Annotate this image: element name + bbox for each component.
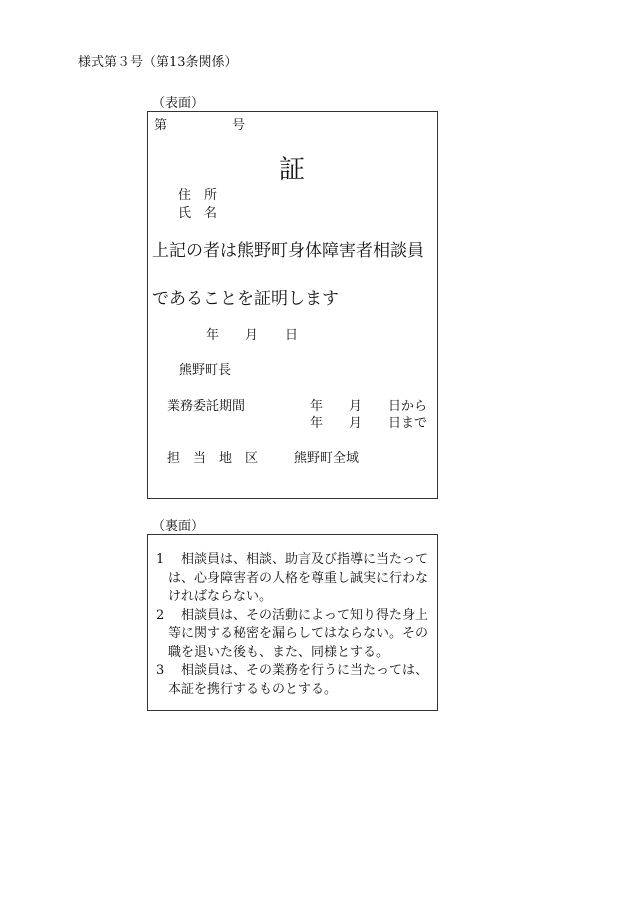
term-from-year: 年 [310, 399, 324, 414]
certificate-front [147, 111, 438, 499]
term-to-day: 日まで [388, 416, 428, 431]
back-side-label: （裏面） [152, 519, 205, 534]
term-to-month: 月 [349, 416, 363, 431]
area-label: 担 当 地 区 [167, 451, 259, 466]
issuer: 熊野町長 [179, 363, 232, 378]
form-number: 様式第３号（第13条関係） [78, 55, 238, 70]
area-value: 熊野町全域 [294, 451, 360, 466]
rule-number: 2 [156, 607, 165, 623]
number-suffix: 号 [232, 118, 246, 133]
term-from-day: 日から [388, 399, 428, 414]
front-side-label: （表面） [152, 96, 205, 111]
statement-line-1: 上記の者は熊野町身体障害者相談員 [152, 241, 424, 261]
rule-number: 3 [156, 663, 165, 678]
name-label: 氏 名 [178, 206, 218, 221]
issue-month: 月 [245, 328, 259, 343]
address-label: 住 所 [178, 188, 218, 203]
list-item [156, 551, 431, 607]
rule-text: 相談員は、その活動によって知り得た身上等に関する秘密を漏らしてはならない。その職を退いた後も、また、同様とする。 [168, 607, 429, 660]
rule-text: 相談員は、相談、助言及び指導に当たっては、心身障害者の人格を尊重し誠実に行わなければならない。 [168, 552, 429, 604]
statement-line-2: であることを証明します [152, 289, 339, 309]
list-item [156, 607, 431, 663]
rules-list [156, 551, 431, 699]
term-label: 業務委託期間 [167, 399, 246, 414]
certificate-back [147, 534, 438, 711]
list-item [156, 662, 431, 699]
issue-year: 年 [206, 328, 220, 343]
certificate-title: 証 [279, 155, 306, 185]
rule-text: 相談員は、その業務を行うに当たっては、本証を携行するものとする。 [168, 663, 429, 697]
rule-number: 1 [156, 552, 165, 567]
number-prefix: 第 [154, 118, 168, 133]
term-from-month: 月 [349, 399, 363, 414]
issue-day: 日 [285, 328, 299, 343]
term-to-year: 年 [310, 416, 324, 431]
